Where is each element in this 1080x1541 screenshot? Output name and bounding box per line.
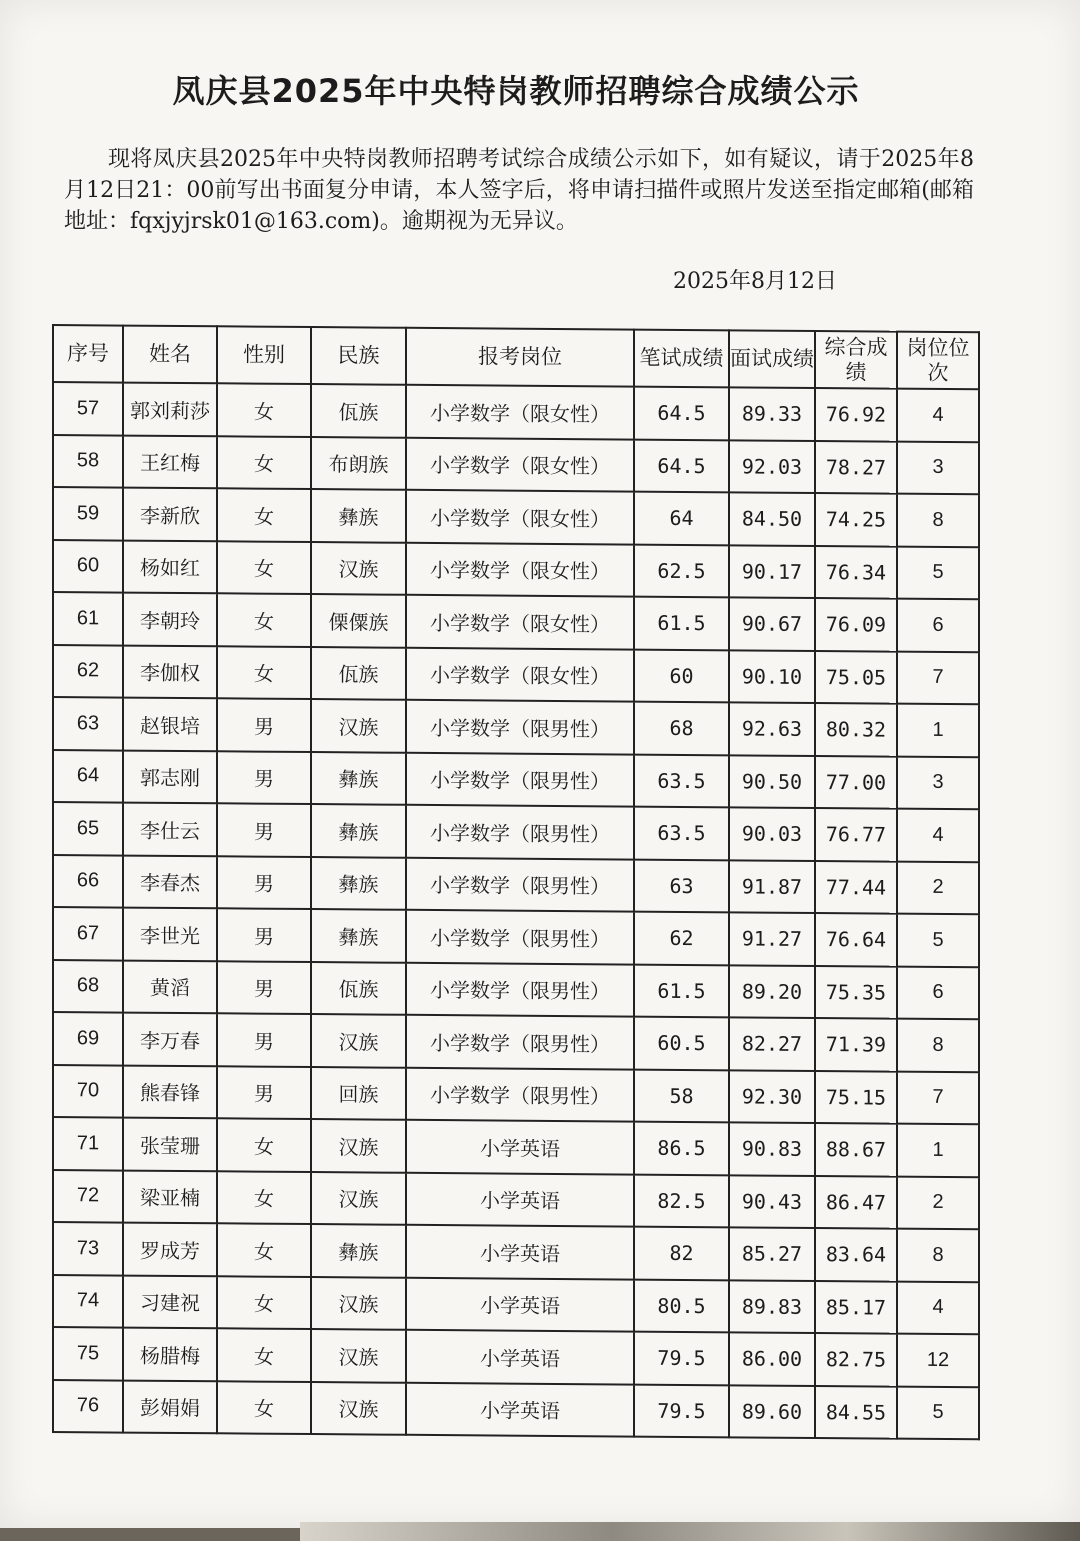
- cell-interview-score: 85.27: [729, 1227, 815, 1280]
- cell-total-score: 76.34: [815, 545, 897, 598]
- cell-position: 小学数学（限男性）: [406, 1015, 634, 1069]
- cell-total-score: 71.39: [815, 1018, 897, 1071]
- col-header-rank: 岗位位次: [897, 332, 979, 390]
- cell-interview-score: 86.00: [729, 1332, 815, 1385]
- table-header-row: [53, 325, 979, 389]
- cell-total-score: 75.05: [815, 650, 897, 703]
- score-table-body: [53, 382, 979, 1439]
- table-row: [53, 1065, 979, 1125]
- cell-interview-score: 90.43: [729, 1175, 815, 1228]
- col-header-position: 报考岗位: [406, 328, 634, 387]
- cell-interview-score: 92.30: [729, 1070, 815, 1123]
- cell-interview-score: 92.03: [729, 440, 815, 493]
- cell-gender: 女: [217, 436, 311, 489]
- cell-written-score: 68: [634, 702, 729, 755]
- cell-name: 王红梅: [123, 435, 217, 488]
- cell-total-score: 80.32: [815, 703, 897, 756]
- cell-seq: 57: [53, 382, 123, 435]
- cell-seq: 61: [53, 592, 123, 645]
- cell-name: 郭志刚: [123, 750, 217, 803]
- cell-rank: 8: [897, 494, 979, 547]
- cell-gender: 女: [217, 1171, 311, 1224]
- cell-ethnicity: 彝族: [311, 752, 406, 805]
- cell-ethnicity: 佤族: [311, 962, 406, 1015]
- cell-rank: 6: [897, 599, 979, 652]
- cell-written-score: 62.5: [634, 544, 729, 597]
- cell-name: 赵银培: [123, 698, 217, 751]
- cell-gender: 女: [217, 1118, 311, 1171]
- cell-written-score: 61.5: [634, 597, 729, 650]
- cell-position: 小学英语: [406, 1120, 634, 1174]
- cell-total-score: 75.35: [815, 965, 897, 1018]
- cell-name: 黄滔: [123, 960, 217, 1013]
- cell-interview-score: 90.83: [729, 1122, 815, 1175]
- table-row: [53, 1380, 979, 1440]
- cell-ethnicity: 汉族: [311, 1277, 406, 1330]
- cell-name: 彭娟娟: [123, 1380, 217, 1433]
- cell-rank: 8: [897, 1229, 979, 1282]
- cell-gender: 男: [217, 961, 311, 1014]
- cell-gender: 女: [217, 541, 311, 594]
- cell-position: 小学英语: [406, 1172, 634, 1226]
- cell-ethnicity: 彝族: [311, 489, 406, 542]
- cell-gender: 女: [217, 1381, 311, 1434]
- notice-date: 2025年8月12日: [673, 269, 837, 294]
- cell-total-score: 84.55: [815, 1385, 897, 1438]
- cell-interview-score: 90.50: [729, 755, 815, 808]
- cell-total-score: 86.47: [815, 1175, 897, 1228]
- cell-rank: 12: [897, 1334, 979, 1387]
- cell-total-score: 77.44: [815, 860, 897, 913]
- cell-name: 梁亚楠: [123, 1170, 217, 1223]
- cell-ethnicity: 彝族: [311, 804, 406, 857]
- cell-ethnicity: 佤族: [311, 384, 406, 437]
- cell-interview-score: 90.10: [729, 650, 815, 703]
- cell-written-score: 80.5: [634, 1279, 729, 1332]
- cell-name: 李万春: [123, 1013, 217, 1066]
- col-header-seq: 序号: [53, 325, 123, 383]
- table-row: [53, 540, 979, 600]
- cell-rank: 4: [897, 389, 979, 442]
- cell-total-score: 85.17: [815, 1280, 897, 1333]
- cell-seq: 68: [53, 960, 123, 1013]
- cell-interview-score: 90.67: [729, 597, 815, 650]
- cell-seq: 71: [53, 1117, 123, 1170]
- cell-name: 李新欣: [123, 488, 217, 541]
- cell-interview-score: 89.33: [729, 387, 815, 440]
- cell-position: 小学数学（限女性）: [406, 490, 634, 544]
- table-row: [53, 487, 979, 547]
- cell-seq: 75: [53, 1327, 123, 1380]
- cell-written-score: 64: [634, 492, 729, 545]
- cell-seq: 73: [53, 1222, 123, 1275]
- cell-name: 李世光: [123, 908, 217, 961]
- cell-ethnicity: 布朗族: [311, 437, 406, 490]
- table-row: [53, 855, 979, 915]
- cell-written-score: 79.5: [634, 1332, 729, 1385]
- table-row: [53, 1012, 979, 1072]
- cell-rank: 4: [897, 1281, 979, 1334]
- cell-gender: 女: [217, 488, 311, 541]
- table-row: [53, 1170, 979, 1230]
- cell-gender: 女: [217, 1223, 311, 1276]
- cell-gender: 女: [217, 383, 311, 436]
- cell-seq: 66: [53, 855, 123, 908]
- col-header-gender: 性别: [217, 326, 311, 384]
- cell-interview-score: 89.83: [729, 1280, 815, 1333]
- cell-position: 小学英语: [406, 1330, 634, 1384]
- cell-rank: 2: [897, 861, 979, 914]
- notice-paragraph: 现将凤庆县2025年中央特岗教师招聘考试综合成绩公示如下，如有疑议，请于2025年8月12日21：00前写出书面复分申请，本人签字后，将申请扫描件或照片发送至指定邮箱(邮箱地址：fqxjyjrsk01@163.com)。逾期视为无异议。: [64, 147, 974, 234]
- cell-position: 小学数学（限男性）: [406, 700, 634, 754]
- cell-total-score: 78.27: [815, 440, 897, 493]
- cell-ethnicity: 汉族: [311, 699, 406, 752]
- cell-name: 杨如红: [123, 540, 217, 593]
- cell-seq: 63: [53, 697, 123, 750]
- cell-ethnicity: 汉族: [311, 1119, 406, 1172]
- cell-seq: 58: [53, 435, 123, 488]
- cell-written-score: 62: [634, 912, 729, 965]
- col-header-name: 姓名: [123, 326, 217, 384]
- cell-position: 小学数学（限男性）: [406, 910, 634, 964]
- cell-name: 张莹珊: [123, 1118, 217, 1171]
- cell-interview-score: 84.50: [729, 492, 815, 545]
- cell-interview-score: 89.60: [729, 1385, 815, 1438]
- col-header-total-score: 综合成绩: [815, 331, 897, 389]
- cell-total-score: 76.77: [815, 808, 897, 861]
- cell-rank: 5: [897, 546, 979, 599]
- cell-seq: 70: [53, 1065, 123, 1118]
- cell-position: 小学英语: [406, 1277, 634, 1331]
- cell-name: 习建祝: [123, 1275, 217, 1328]
- cell-seq: 67: [53, 907, 123, 960]
- cell-written-score: 64.5: [634, 439, 729, 492]
- cell-position: 小学英语: [406, 1382, 634, 1436]
- cell-position: 小学数学（限女性）: [406, 647, 634, 701]
- cell-interview-score: 90.17: [729, 545, 815, 598]
- cell-gender: 女: [217, 1276, 311, 1329]
- col-header-interview-score: 面试成绩: [729, 330, 815, 388]
- cell-interview-score: 82.27: [729, 1017, 815, 1070]
- table-row: [53, 697, 979, 757]
- col-header-written-score: 笔试成绩: [634, 330, 729, 388]
- cell-name: 李春杰: [123, 855, 217, 908]
- cell-ethnicity: 汉族: [311, 542, 406, 595]
- cell-total-score: 76.64: [815, 913, 897, 966]
- cell-position: 小学数学（限女性）: [406, 437, 634, 491]
- table-row: [53, 1327, 979, 1387]
- cell-gender: 男: [217, 698, 311, 751]
- table-row: [53, 645, 979, 705]
- cell-rank: 7: [897, 1071, 979, 1124]
- cell-written-score: 63.5: [634, 754, 729, 807]
- cell-ethnicity: 彝族: [311, 857, 406, 910]
- table-row: [53, 592, 979, 652]
- cell-seq: 65: [53, 802, 123, 855]
- cell-gender: 男: [217, 1013, 311, 1066]
- cell-rank: 5: [897, 914, 979, 967]
- cell-ethnicity: 汉族: [311, 1329, 406, 1382]
- cell-gender: 女: [217, 646, 311, 699]
- cell-gender: 女: [217, 593, 311, 646]
- cell-seq: 72: [53, 1170, 123, 1223]
- cell-rank: 1: [897, 1124, 979, 1177]
- cell-written-score: 79.5: [634, 1384, 729, 1437]
- cell-written-score: 60: [634, 649, 729, 702]
- cell-ethnicity: 回族: [311, 1067, 406, 1120]
- cell-name: 郭刘莉莎: [123, 383, 217, 436]
- cell-position: 小学数学（限女性）: [406, 595, 634, 649]
- table-row: [53, 1222, 979, 1282]
- cell-name: 熊春锋: [123, 1065, 217, 1118]
- cell-interview-score: 91.87: [729, 860, 815, 913]
- cell-name: 罗成芳: [123, 1223, 217, 1276]
- cell-ethnicity: 汉族: [311, 1382, 406, 1435]
- table-row: [53, 382, 979, 442]
- cell-seq: 62: [53, 645, 123, 698]
- cell-written-score: 63.5: [634, 807, 729, 860]
- cell-total-score: 76.92: [815, 388, 897, 441]
- page-title: 凤庆县2025年中央特岗教师招聘综合成绩公示: [172, 72, 860, 110]
- cell-total-score: 75.15: [815, 1070, 897, 1123]
- cell-rank: 3: [897, 441, 979, 494]
- cell-written-score: 82.5: [634, 1174, 729, 1227]
- cell-written-score: 58: [634, 1069, 729, 1122]
- cell-written-score: 60.5: [634, 1017, 729, 1070]
- cell-position: 小学数学（限男性）: [406, 752, 634, 806]
- cell-gender: 男: [217, 1066, 311, 1119]
- cell-position: 小学数学（限男性）: [406, 805, 634, 859]
- cell-seq: 64: [53, 750, 123, 803]
- cell-rank: 2: [897, 1176, 979, 1229]
- cell-total-score: 83.64: [815, 1228, 897, 1281]
- cell-seq: 76: [53, 1380, 123, 1433]
- table-row: [53, 435, 979, 495]
- cell-rank: 6: [897, 966, 979, 1019]
- table-row: [53, 1117, 979, 1177]
- col-header-ethnicity: 民族: [311, 327, 406, 385]
- table-row: [53, 750, 979, 810]
- cell-position: 小学英语: [406, 1225, 634, 1279]
- cell-seq: 69: [53, 1012, 123, 1065]
- score-table: [52, 324, 980, 1440]
- cell-interview-score: 92.63: [729, 702, 815, 755]
- cell-written-score: 86.5: [634, 1122, 729, 1175]
- cell-gender: 女: [217, 1328, 311, 1381]
- cell-rank: 3: [897, 756, 979, 809]
- cell-name: 李朝玲: [123, 593, 217, 646]
- cell-written-score: 63: [634, 859, 729, 912]
- cell-total-score: 77.00: [815, 755, 897, 808]
- cell-name: 李伽权: [123, 645, 217, 698]
- cell-gender: 男: [217, 856, 311, 909]
- table-row: [53, 907, 979, 967]
- cell-rank: 1: [897, 704, 979, 757]
- cell-ethnicity: 傈僳族: [311, 594, 406, 647]
- cell-written-score: 64.5: [634, 387, 729, 440]
- cell-ethnicity: 汉族: [311, 1014, 406, 1067]
- cell-position: 小学数学（限男性）: [406, 857, 634, 911]
- cell-position: 小学数学（限男性）: [406, 962, 634, 1016]
- cell-position: 小学数学（限女性）: [406, 385, 634, 439]
- table-row: [53, 960, 979, 1020]
- scan-background-edge: [300, 1522, 1080, 1541]
- cell-gender: 男: [217, 751, 311, 804]
- cell-seq: 60: [53, 540, 123, 593]
- cell-written-score: 82: [634, 1227, 729, 1280]
- cell-rank: 5: [897, 1386, 979, 1439]
- cell-ethnicity: 彝族: [311, 909, 406, 962]
- cell-rank: 7: [897, 651, 979, 704]
- cell-total-score: 88.67: [815, 1123, 897, 1176]
- cell-gender: 男: [217, 908, 311, 961]
- cell-rank: 4: [897, 809, 979, 862]
- cell-ethnicity: 汉族: [311, 1172, 406, 1225]
- cell-position: 小学数学（限女性）: [406, 542, 634, 596]
- cell-ethnicity: 佤族: [311, 647, 406, 700]
- table-row: [53, 1275, 979, 1335]
- cell-ethnicity: 彝族: [311, 1224, 406, 1277]
- cell-total-score: 82.75: [815, 1333, 897, 1386]
- cell-total-score: 74.25: [815, 493, 897, 546]
- cell-position: 小学数学（限男性）: [406, 1067, 634, 1121]
- cell-interview-score: 91.27: [729, 912, 815, 965]
- table-row: [53, 802, 979, 862]
- cell-interview-score: 90.03: [729, 807, 815, 860]
- cell-seq: 59: [53, 487, 123, 540]
- cell-name: 杨腊梅: [123, 1328, 217, 1381]
- cell-name: 李仕云: [123, 803, 217, 856]
- cell-gender: 男: [217, 803, 311, 856]
- cell-seq: 74: [53, 1275, 123, 1328]
- cell-interview-score: 89.20: [729, 965, 815, 1018]
- cell-rank: 8: [897, 1019, 979, 1072]
- cell-written-score: 61.5: [634, 964, 729, 1017]
- cell-total-score: 76.09: [815, 598, 897, 651]
